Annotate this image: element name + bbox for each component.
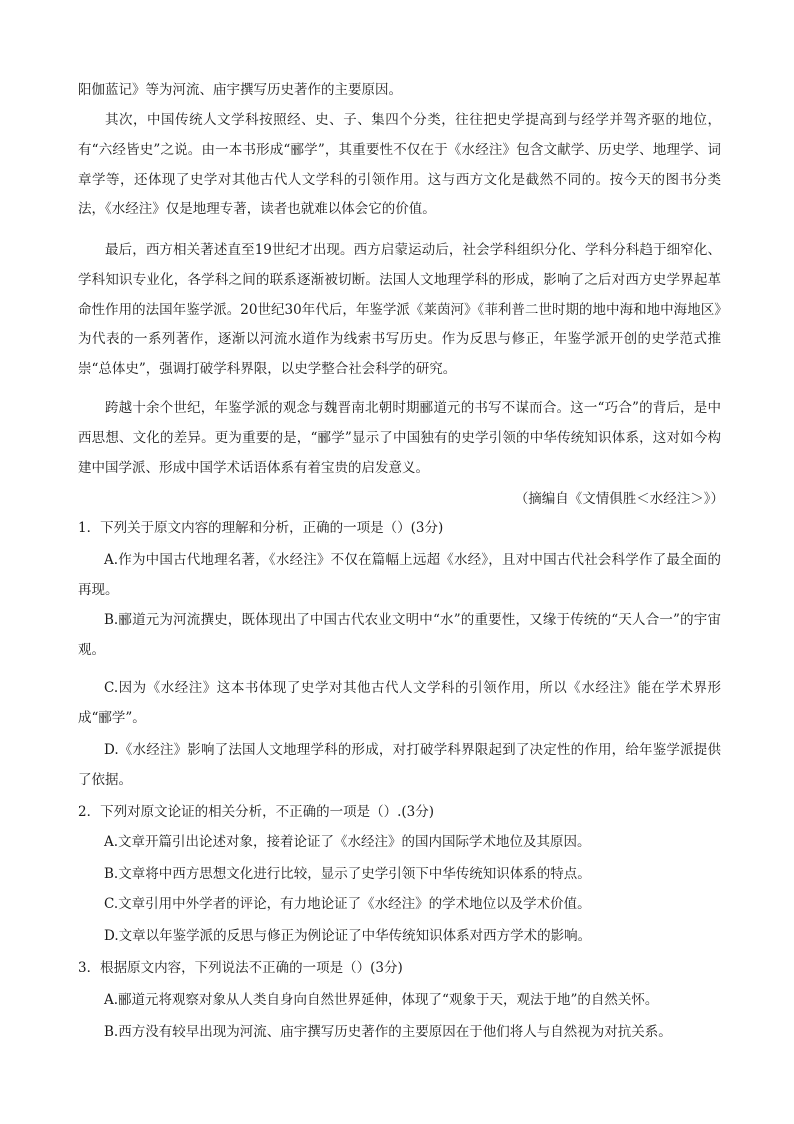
passage-paragraph-3: 跨越十余个世纪，年鉴学派的观念与魏晋南北朝时期郦道元的书写不谋而合。这一“巧合”的背后，是中西思想、文化的差异。更为重要的是，“郦学”显示了中国独有的史学引领的中华传统知识体系，这对如今构建中国学派、形成中国学术话语体系有着宝贵的启发意义。 bbox=[78, 400, 721, 476]
question-3-option-a[interactable]: A.郦道元将观察对象从人类自身向自然世界延伸，体现了“观象于天，观法于地”的自然关怀。 bbox=[104, 992, 659, 1008]
question-2-option-a[interactable]: A.文章开篇引出论述对象，接着论证了《水经注》的国内国际学术地位及其原因。 bbox=[104, 834, 591, 850]
question-2-stem: 2．下列对原文论证的相关分析，不正确的一项是（）.(3分) bbox=[78, 804, 435, 820]
question-3-stem: 3．根据原文内容，下列说法不正确的一项是（）(3分) bbox=[78, 960, 403, 976]
passage-paragraph-1: 其次，中国传统人文学科按照经、史、子、集四个分类，往往把史学提高到与经学并驾齐驱的地位，有“六经皆史”之说。由一本书形成“郦学”，其重要性不仅在于《水经注》包含文献学、历史学、地理学、词章学等，还体现了史学对其他古代人文学科的引领作用。这与西方文化是截然不同的。按今天的图书分类法，《水经注》仅是地理专著，读者也就难以体会它的价值。 bbox=[78, 112, 721, 218]
question-1-stem: 1．下列关于原文内容的理解和分析，正确的一项是（）(3分) bbox=[78, 520, 444, 536]
question-1-option-c[interactable]: C.因为《水经注》这本书体现了史学对其他古代人文学科的引领作用，所以《水经注》能在学术界形成“郦学”。 bbox=[78, 680, 721, 726]
question-2-option-b[interactable]: B.文章将中西方思想文化进行比较，显示了史学引领下中华传统知识体系的特点。 bbox=[104, 866, 591, 882]
question-3-option-b[interactable]: B.西方没有较早出现为河流、庙宇撰写历史著作的主要原因在于他们将人与自然视为对抗关系。 bbox=[104, 1024, 672, 1040]
passage-source: （摘编自《文情俱胜＜水经注＞》） bbox=[514, 491, 724, 507]
passage-paragraph-2: 最后，西方相关著述直至19世纪才出现。西方启蒙运动后，社会学科组织分化、学科分科趋于细窄化、学科知识专业化，各学科之间的联系逐渐被切断。法国人文地理学科的形成，影响了之后对西方史学界起革命性作用的法国年鉴学派。20世纪30年代后，年鉴学派《莱茵河》《菲利普二世时期的地中海和地中海地区》为代表的一系列著作，逐渐以河流水道作为线索书写历史。作为反思与修正，年鉴学派开创的史学范式推崇“总体史”，强调打破学科界限，以史学整合社会科学的研究。 bbox=[78, 242, 721, 378]
passage-paragraph-0: 阳伽蓝记》等为河流、庙宇撰写历史著作的主要原因。 bbox=[78, 82, 402, 98]
question-2-option-d[interactable]: D.文章以年鉴学派的反思与修正为例论证了中华传统知识体系对西方学术的影响。 bbox=[104, 928, 592, 944]
question-1-option-d[interactable]: D.《水经注》影响了法国人文地理学科的形成，对打破学科界限起到了决定性的作用，给年鉴学派提供了依据。 bbox=[78, 742, 721, 788]
question-1-option-b[interactable]: B.郦道元为河流撰史，既体现出了中国古代农业文明中“水”的重要性，又缘于传统的“天人合一”的宇宙观。 bbox=[78, 612, 721, 658]
question-2-option-c[interactable]: C.文章引用中外学者的评论，有力地论证了《水经注》的学术地位以及学术价值。 bbox=[104, 896, 591, 912]
question-1-option-a[interactable]: A.作为中国古代地理名著，《水经注》不仅在篇幅上远超《水经》，且对中国古代社会科学作了最全面的再现。 bbox=[78, 552, 721, 598]
